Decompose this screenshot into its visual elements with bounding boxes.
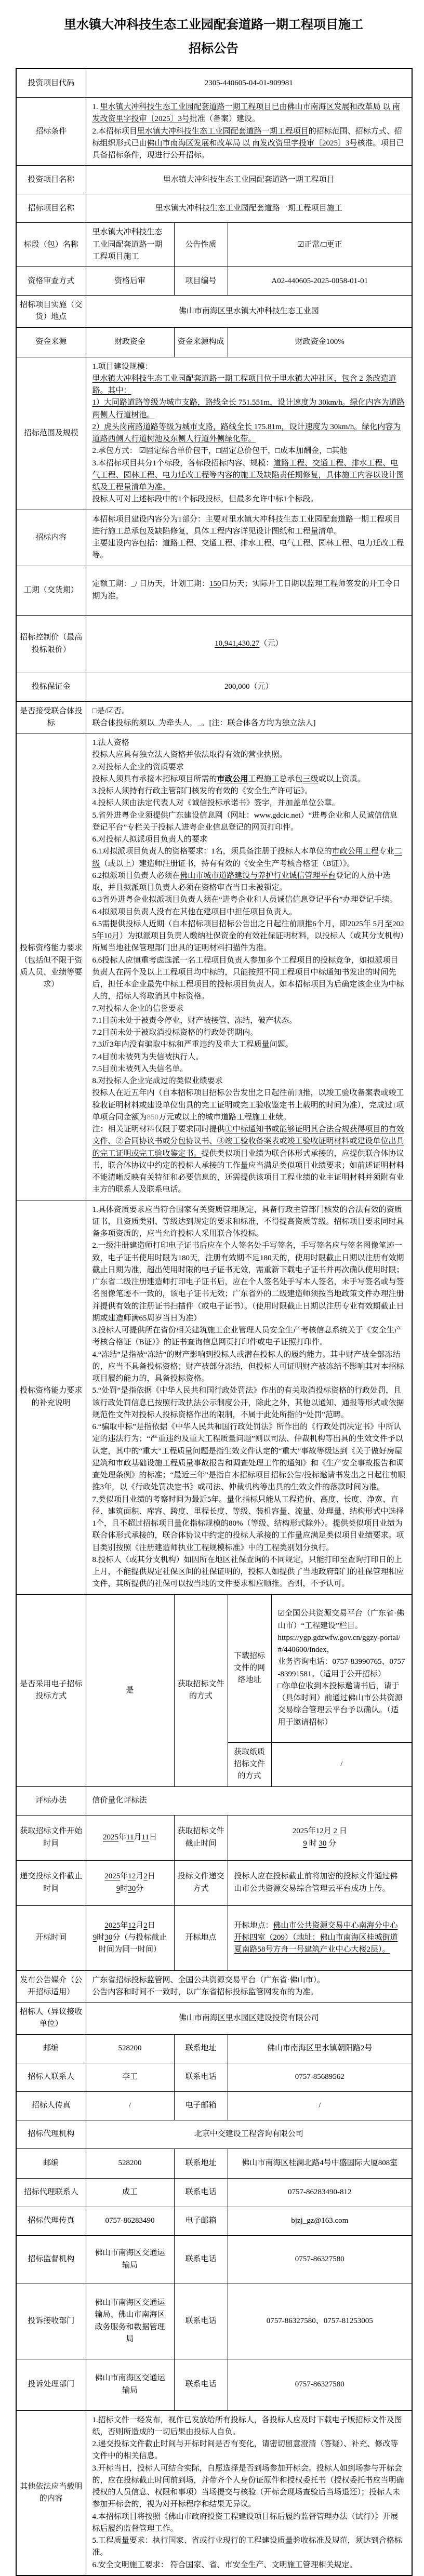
row-label-agency-postcode: 邮编 <box>16 2148 86 2178</box>
table-row <box>16 2284 412 2359</box>
complaint-receiver-phone-value: 0757-86327580、0757-81253005 <box>228 2284 412 2359</box>
table-row <box>16 1594 412 1742</box>
fund-source-value: 财政资金 <box>86 327 174 357</box>
table-row <box>16 673 412 701</box>
table-row <box>16 615 412 673</box>
table-row <box>16 2207 412 2235</box>
row-label-agency-contact: 招标代理联系人 <box>16 2178 86 2207</box>
agency-email-value: bjzj_gz@163.com <box>228 2207 412 2235</box>
table-row <box>16 566 412 615</box>
row-label-other-content: 其他依法应当载明的内容 <box>16 2410 86 2575</box>
table-row <box>16 2091 412 2120</box>
section-name-value: 里水镇大冲科技生态工业园配套道路一期工程项目施工 <box>86 223 174 267</box>
row-label-tender-scope: 招标范围及规模 <box>16 357 86 510</box>
agency-value: 北京中交建设工程咨询有限公司 <box>86 2120 412 2148</box>
capability-supplement-text: 1.具体资质要求应当符合国家有关资质管理规定，具备行政主管部门核发的合法有效的资质证书，且资质类别、等级达到规定的要求和标准，不得提高资质等级。招标项目要求同时具备多项资质的，应当允许投标人采用联合体投标。 2.一级注册建造师打印电子证书后应在个人签名处手写签名，手写签名应与签名图像笔迹一致，电子证书使用时限为180天，注册有效期不足180天的，使用时限截止日期以注册有效期截止日期为准，超出使用时限的电子证书无效，需重新下载电子证书并再次确认使用时限；广东省二级注册建造师打印电子证书后，应在个人签名处手写本人签名，未手写签名或与签名图像笔迹不一致的，该电子证书无效；广东省外的二级建造师须按当地政策文件办理注册并提供有效的注册证书扫描件（或电子证书）。（使用时限截止日期以注册专业有效期截止日期或建造师满65周岁当日为准） 3.投标人可提供所在省份相关建筑施工企业管理人员安全生产考核信息系统关于《安全生产考核合格证（B证）》的证书查询信息网页打印件或电子证照打印件。 4.“冻结”是指被“冻结”的财产影响到投标人或潜在投标人的履约能力。其中财产被全部冻结的，应当不具备投标资格；财产被部分冻结，但投标人可证明财产被冻结不影响其对本招标项目履约能力的，具备投标资格。 5.“处罚”是指依据《中华人民共和国行政处罚法》作出的有关取消投标资格的行政处罚，且该行政处罚信息已按照行政执法公示制度公开，除此之外，其他以通知、通报等形式或依据规范性文件对投标人投标资格作出的限制，不属于此处所指的“处罚”范畴。 6.“骗取中标”是指依据《中华人民共和国行政处罚法》所作出的《行政处罚决定书》中所认定的违法行为；“严重违约及重大工程质量问题”则以司法、仲裁机构等出具的生效文件予以认定，其中的“重大”工程质量问题是指生效文件认定的“重大”事故等级达到《关于做好房屋建筑和市政基础设施工程质量事故报告和调查处理工作的通知》和《生产安全事故报告和调查处理条例》的标准；“最近三年”是指自本招标项目招标公告/投标邀请书发出之日起往前顺推3年，以《行政处罚决定书》或司法、仲裁机构等出具的生效文件的落款时间为准。 7.类似项目业绩的考察时间为最近5年。量化指标只能从工程造价、高度、长度、净宽、直径、建筑面积、库容、跨度、里程长度、等级、装机容量、流量、处理量、结构形式中选择1个，且不超过招标项目量化指标规模的80%（等级、结构形式除外）。提供类似项目业绩为联合体形式承接的，联合体协议中约定的投标人承接的工作量应满足类似项目业绩要求。项目类别按照《注册建造师执业工程规模标准》中的工程类别划分执行。 8.投标人（或其分支机构）如因所在地区社保查询的不同规定，只能打印至查询打印日的上上月，不能提供规定社保区间的社保证明的，投标人如提供了当地政府部门的社保管理相应文件，其所提供的社保可以按当地的文件要求相应顺推。否则，不予认可。 <box>86 1200 412 1594</box>
row-label-complaint-receiver-phone: 联系电话 <box>174 2284 228 2359</box>
table-row <box>16 69 412 98</box>
row-label-agency: 招标代理机构 <box>16 2120 86 2148</box>
delivery-location-value: 佛山市南海区里水镇大冲科技生态工业园 <box>86 296 412 328</box>
tenderer-value: 佛山市南海区里水园区建设投资有限公司 <box>86 2003 412 2035</box>
table-row <box>16 2148 412 2178</box>
table-row <box>16 166 412 194</box>
download-address-text: ☑全国公共资源交易平台（广东省·佛山市）“工程建设”栏目。 https://ygp.gdzwfw.gov.cn/ggzy-portal/#/440600/index， 业务咨询电话：0757-83990765、0757-83991581。（适用于公开招标） □你单位收到本投标邀请书后，请于（具体时间）前通过佛山市公共资源交易综合管理云平台予以确认。（适用于邀请招标） <box>271 1594 412 1742</box>
row-label-investment-code: 投资项目代码 <box>16 69 86 98</box>
page-title-line2: 招标公告 <box>189 42 239 56</box>
agency-contact-value: 成工 <box>86 2178 174 2207</box>
tenderer-contact-value: 李工 <box>86 2063 174 2091</box>
opening-time-value: 2025年12月2日 9时30分（与投标截止时间为同一时间） <box>86 1905 174 1970</box>
qualification-mode-value: 资格后审 <box>86 267 174 296</box>
paper-doc-method-value: / <box>271 1742 412 1786</box>
row-label-download-address: 下载招标文件的网络地址 <box>228 1594 271 1742</box>
row-label-supervisor-phone: 联系电话 <box>174 2235 228 2284</box>
table-row <box>16 296 412 328</box>
project-number-value: A02-440605-2025-0058-01-01 <box>228 267 412 296</box>
capability-requirements-text: 1.法人资格 投标人应具有独立法人资格并依法取得有效的营业执照。 2.对投标人企业的资质要求 投标人须具有承接本招标项目所需的市政公用工程施工总承包三级或以上资质。 3.投标人须持有行政主管部门核发的有效的《安全生产许可证》。 4.投标人须由法定代表人对《诚信投标承诺书》签字，并加盖单位公章。 5.省外进粤企业须提供广东建设信息网（网址：www.gdcic.net）“进粤企业和人员诚信信息登记平台”专栏关于投标人进粤企业信息登记的网页打印件。 6.对投标人拟派项目负责人的要求 6.1对拟派项目负责人的资格要求：1名，须具备注册于投标人本单位的市政公用工程专业二级（或以上）建造师注册证书，持有有效的《安全生产考核合格证（B证）》。 6.2拟派项目负责人必须在佛山市城市道路建设与养护行业诚信管理平台登记的人员中选取，并且拟派项目负责人必须在资格审查当日未被锁定。 6.3省外进粤企业拟派项目负责人须在“进粤企业和人员诚信信息登记平台”办理登记手续。 6.4拟派项目负责人没有在其他在建项目中担任项目负责人。 6.5需提供投标人近期（自本招标项目招标公告出之日起往前顺推6个月，即2025年 5月至2025年10月）为拟派项目负责人缴纳社保资金的有效社保证明材料，以投标人（或其分支机构）所属当地社保管理部门出具的证明材料扫描件为准。 6.6投标人应慎重考虑选派一名工程项目负责人参加多个工程项目的投标竞争，如拟派项目负责人在两个及以上工程项目均中标的，只能按照不同工程项目中标通知书发出的时间先后，担任本企业最先中标工程项目的投标项目负责人。如本招标项目为后确定该企业为中标人的，招标人将取消其中标资格。 7.对投标人企业的信誉要求 7.1目前未处于被责令停业，财产被接管、冻结，破产状态。 7.2目前未处于被取消投标资格的行政处罚期内。 7.3近3年内没有骗取中标和严重违约及重大工程质量问题。 7.4目前未被列为失信被执行人。 7.5目前未被列入失信名单。 8.对投标人企业完成过的类似业绩要求 投标人在近五年内（自本招标项目招标公告发出之日起往前顺推，以竣工验收备案表或竣工验收证明材料或建设单位出具的完工证明或完工验收鉴定书上载明的时间为准），完成过1项单项合同金额为850万元或以上的城市道路工程施工业绩。 注：相关证明材料仅限于要求同时提供①中标通知书或能够证明其合法合规获得项目的有效文件、②合同协议书或分包协议书、③竣工验收备案表或竣工验收证明材料或建设单位出具的完工证明或完工验收鉴定书。提供类似项目业绩为联合体形式承接的，应提供联合体协议书，联合体协议中约定的投标人承接的工作量应当满足类似项目业绩要求；如前述证明材料不能清晰反映有关特征和必要信息的，还需提供该项目工程业绩的业主证明材料并须附有业主方的联系人及联系电话。 <box>86 733 412 1200</box>
bid-deposit-value: 200,000（元） <box>86 673 412 701</box>
row-label-announcement-media: 发布公告媒介（公开招标适用） <box>16 1970 86 2003</box>
tender-scope-text: 1.项目建设规模： 里水镇大冲科技生态工业园配套道路一期工程项目位于里水镇大冲社区，包含 2 条改造道路。其中： 1）大同路道路等级为城市支路，路线全长 751.551m，设计速度为 30km/h。绿化内容为道路两侧人行道树池。 2）虎头岗南路道路等级为城市支路，路线全长 175.81m，设计速度为 30km/h。绿化内容为道路西侧人行道树池及东侧人行道外侧绿化带。 2.承包方式： ☑固定综合单价包干，□固定总价包干，□成本加酬金，□其他 3.本招标项目共分1个标段，各标段招标内容、规模：道路工程、交通工程、排水工程、电气工程、园林工程、电力迁改工程等内容的施工及缺陷责任期修复，具体施工内容以设计图纸及工程量清单为准。 投标人可对上述标段中的1个标段投标，但最多允许中标1个标段。 <box>86 357 412 510</box>
row-label-tenderer-fax: 招标人传真 <box>16 2091 86 2120</box>
row-label-tender-content: 招标内容 <box>16 510 86 566</box>
row-label-tenderer-address: 联系地址 <box>174 2034 228 2063</box>
agency-postcode-value: 528200 <box>86 2148 174 2178</box>
tenderer-address-value: 佛山市南海区里水镇朝阳路2号 <box>228 2034 412 2063</box>
tenderer-phone-value: 0757-85689562 <box>228 2063 412 2091</box>
row-label-complaint-receiver: 投诉接收部门 <box>16 2284 86 2359</box>
row-label-doc-acquisition-method: 获取招标文件的方式 <box>174 1594 228 1786</box>
tender-notice-page <box>0 14 424 2576</box>
row-label-investment-project-name: 投资项目名称 <box>16 166 86 194</box>
row-label-agency-phone: 联系电话 <box>174 2178 228 2207</box>
page-title-line1: 里水镇大冲科技生态工业园配套道路一期工程项目施工 <box>64 18 363 32</box>
row-label-fund-composition: 资金来源构成 <box>174 327 228 357</box>
table-row <box>16 2034 412 2063</box>
evaluation-method-value: 信价量化评标法 <box>86 1786 412 1815</box>
row-label-tender-conditions: 招标条件 <box>16 98 86 166</box>
duration-text: 定额工期：_/ 日历天，计划工期：150日历天；实际开工日期以监理工程师签发的开工令日期为准。 <box>86 566 412 615</box>
complaint-receiver-value: 佛山市南海区交通运输局、佛山市南海区政务服务和数据管理局 <box>86 2284 174 2359</box>
row-label-fund-source: 资金来源 <box>16 327 86 357</box>
table-row <box>16 98 412 166</box>
row-label-evaluation-method: 评标办法 <box>16 1786 86 1815</box>
tender-conditions-text: 1. 里水镇大冲科技生态工业园配套道路一期工程项目已由佛山市南海区发展和改革局 以 南发改资里字投审〔2025〕3号批准（备案）建设。 2.本招标项目里水镇大冲科技生态工业园配套道路一期工程项目的招标范围、招标方式、招标组织形式已由佛山市南海区发展和改革局 以 南发改资里字投审〔2025〕3号核准。项目已具备招标条件，现进行公开招标。 <box>86 98 412 166</box>
complaint-handler-phone-value: 0757-86327580 <box>228 2359 412 2410</box>
table-row <box>16 2410 412 2575</box>
row-label-agency-email: 电子邮箱 <box>174 2207 228 2235</box>
table-row <box>16 2063 412 2091</box>
row-label-tenderer: 招标人（异议接收单位） <box>16 2003 86 2035</box>
tenderer-postcode-value: 528200 <box>86 2034 174 2063</box>
row-label-tender-project-name: 招标项目名称 <box>16 194 86 223</box>
table-row <box>16 2359 412 2410</box>
table-row <box>16 701 412 733</box>
row-label-complaint-handler: 投诉处理部门 <box>16 2359 86 2410</box>
tender-content-text: 本招标项目建设内容分为1部分：主要对里水镇大冲科技生态工业园配套道路一期工程项目进行施工总承包及缺陷修复，具体工程内容详见设计图纸和工程量清单。 主要建设内容包括：道路工程、交通工程、排水工程、电气工程、园林工程、电力迁改工程等。 <box>86 510 412 566</box>
row-label-doc-start-time: 获取招标文件开始时间 <box>16 1815 86 1860</box>
supervisor-phone-value: 0757-86327580 <box>228 2235 412 2284</box>
row-label-paper-doc-method: 获取纸质招标文件的方式 <box>228 1742 271 1786</box>
row-label-submission-method: 投标文件递交方式 <box>174 1860 228 1905</box>
tender-project-name-value: 里水镇大冲科技生态工业园配套道路一期工程项目施工 <box>86 194 412 223</box>
table-row <box>16 223 412 267</box>
table-row <box>16 327 412 357</box>
submission-method-value: 投标人应在投标截止前将加密的投标文件通过佛山市公共资源交易综合管理云平台成功上传。 <box>228 1860 412 1905</box>
tenderer-email-value: / <box>228 2091 412 2120</box>
other-content-text: 1.招标文件一经发布，视作已发放给所有投标人，各投标人应及时下载电子版招标文件及图纸，否则所造成的一切后果由投标人自负。 2.递交投标文件截止时间与开标时间是否有变化，请密切留意澄清（答疑）、补充、修改等文件中的相关信息。 3.开标当日，投标人可结合实际，自愿选择是否到场参加开标会。投标人如到场参与开标会的，应在投标截止时间前到场，并带齐个人身份证原件和授权委托书（授权委托书应当明确授权的人员信息、权限和事项）当场提交与核验（开标会现场查验后当场退还）；投标人未参加开标会的，视为对开标程序和结果无异议。 4.本招标项目将按照《佛山市政府投资工程建设项目标后履约监督管理办法（试行）》开展标后履约监督管理工作。 5.工程质量要求：执行国家、省或行业现行的工程建设质量验收标准及规范，须达到合格标准。 6.安全文明施工要求： 符合国家、省、市安全生产、文明施工管理相关规定。 <box>86 2410 412 2575</box>
row-label-capability-requirements: 投标资格能力要求（包括但不限于资质人员、业绩等要求） <box>16 733 86 1200</box>
agency-fax-value: 0757-86283490 <box>86 2207 174 2235</box>
row-label-notice-nature: 公告性质 <box>174 223 228 267</box>
row-label-opening-place: 开标地点 <box>174 1905 228 1970</box>
row-label-tenderer-contact: 招标人联系人 <box>16 2063 86 2091</box>
table-row <box>16 267 412 296</box>
row-label-bid-deposit: 投标保证金 <box>16 673 86 701</box>
row-label-agency-fax: 招标代理传真 <box>16 2207 86 2235</box>
row-label-delivery-location: 招标项目实施（交货）地点 <box>16 296 86 328</box>
table-row <box>16 510 412 566</box>
row-label-agency-address: 联系地址 <box>174 2148 228 2178</box>
table-row <box>16 2003 412 2035</box>
table-row <box>16 194 412 223</box>
notice-nature-value: ☑正常/□更正 <box>228 223 412 267</box>
supervisor-value: 佛山市南海区交通运输局 <box>86 2235 174 2284</box>
submission-deadline-value: 2025年12月2日 9时30分 <box>86 1860 174 1905</box>
doc-start-time-value: 2025年11月11日 <box>86 1815 174 1860</box>
table-row <box>16 357 412 510</box>
opening-place-value: 开标地点：佛山市公共资源交易中心南海分中心开标四室（209）（地址：佛山市南海区桂城街道夏南路58号方舟一号建筑产业中心大楼2层）。 <box>228 1905 412 1970</box>
tenderer-fax-value: / <box>86 2091 174 2120</box>
row-label-electronic-bidding: 是否采用电子招标投标方式 <box>16 1594 86 1786</box>
row-label-doc-deadline: 获取招标文件截止时间 <box>174 1815 228 1860</box>
row-label-duration: 工期（交货期） <box>16 566 86 615</box>
price-ceiling-value: 10,941,430.27（元） <box>86 615 412 673</box>
doc-deadline-value: 2025年12月 2 日 9 时 30 分 <box>228 1815 412 1860</box>
electronic-bidding-value: 是 <box>86 1594 174 1786</box>
complaint-handler-value: 佛山市南海区交通运输局 <box>86 2359 174 2410</box>
row-label-project-number: 项目编号 <box>174 267 228 296</box>
row-label-qualification-mode: 资格审查方式 <box>16 267 86 296</box>
agency-phone-value: 0757-86283490-812 <box>228 2178 412 2207</box>
table-row <box>16 1860 412 1905</box>
row-label-section-name: 标段（包）名称 <box>16 223 86 267</box>
page-title <box>16 14 412 61</box>
row-label-supervisor: 招标监督机构 <box>16 2235 86 2284</box>
row-label-opening-time: 开标时间 <box>16 1905 86 1970</box>
announcement-media-text: 广东省招标投标监管网、全国公共资源交易平台（广东省·佛山市）。 公告内容和时间不一致时，以广东省招标投标监管网发布的为准。 <box>86 1970 412 2003</box>
row-label-consortium: 是否接受联合体投标 <box>16 701 86 733</box>
tender-notice-table <box>16 68 413 2576</box>
row-label-price-ceiling: 招标控制价（最高投标限价） <box>16 615 86 673</box>
fund-composition-value: 财政资金100% <box>228 327 412 357</box>
table-row <box>16 2120 412 2148</box>
row-label-tenderer-phone: 联系电话 <box>174 2063 228 2091</box>
investment-project-name-value: 里水镇大冲科技生态工业园配套道路一期工程项目 <box>86 166 412 194</box>
row-label-submission-deadline: 递交投标文件截止时间 <box>16 1860 86 1905</box>
table-row <box>16 733 412 1200</box>
table-row <box>16 1970 412 2003</box>
investment-code-value: 2305-440605-04-01-909981 <box>86 69 412 98</box>
row-label-tenderer-email: 电子邮箱 <box>174 2091 228 2120</box>
table-row <box>16 1786 412 1815</box>
row-label-complaint-handler-phone: 联系电话 <box>174 2359 228 2410</box>
table-row <box>16 1905 412 1970</box>
table-row <box>16 2178 412 2207</box>
row-label-tenderer-postcode: 邮编 <box>16 2034 86 2063</box>
table-row <box>16 1200 412 1594</box>
consortium-text: □是/☑否。 联合体投标的须以_为牵头人，_。[注：联合体各方均为独立法人] <box>86 701 412 733</box>
table-row <box>16 2235 412 2284</box>
row-label-capability-supplement: 投标资格能力要求的补充说明 <box>16 1200 86 1594</box>
agency-address-value: 佛山市南海区桂澜北路4号中盛国际大厦808室 <box>228 2148 412 2178</box>
table-row <box>16 1815 412 1860</box>
